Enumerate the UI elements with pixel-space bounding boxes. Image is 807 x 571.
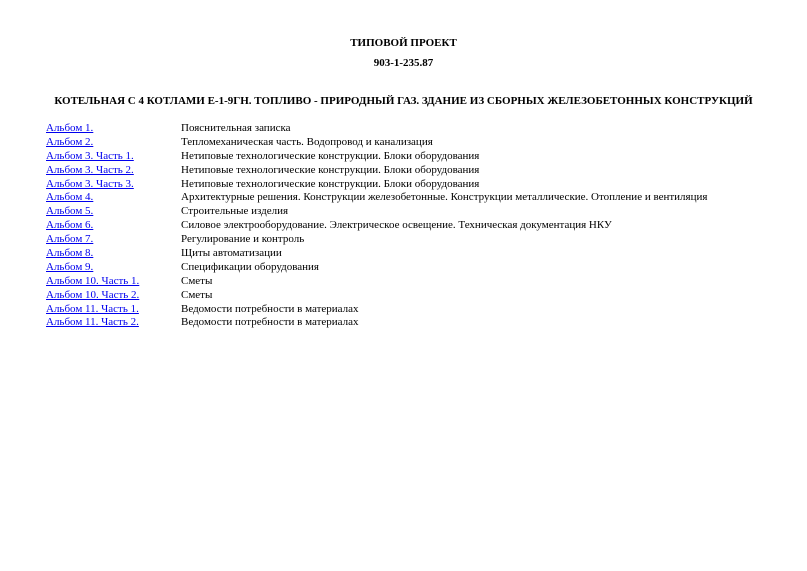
album-description: Регулирование и контроль <box>181 233 305 246</box>
album-row <box>46 233 786 247</box>
album-row <box>46 191 786 205</box>
album-description: Сметы <box>181 274 213 287</box>
album-row <box>46 150 786 164</box>
album-description: Силовое электрооборудование. Электрическое освещение. Техническая документация НКУ <box>181 219 612 232</box>
album-link[interactable]: Альбом 5. <box>46 205 94 218</box>
album-description: Сметы <box>181 288 213 301</box>
album-row <box>46 316 786 330</box>
album-row <box>46 178 786 192</box>
album-link[interactable]: Альбом 4. <box>46 191 94 204</box>
album-row <box>46 205 786 219</box>
album-list <box>46 122 786 330</box>
album-link[interactable]: Альбом 8. <box>46 247 94 260</box>
album-description: Ведомости потребности в материалах <box>181 316 359 329</box>
album-row <box>46 261 786 275</box>
album-description: Ведомости потребности в материалах <box>181 302 359 315</box>
album-description: Нетиповые технологические конструкции. Блоки оборудования <box>181 149 480 162</box>
album-link[interactable]: Альбом 3. Часть 3. <box>46 177 134 190</box>
album-description: Строительные изделия <box>181 205 289 218</box>
project-number-heading: 903-1-235.87 <box>373 57 434 69</box>
album-description: Нетиповые технологические конструкции. Блоки оборудования <box>181 163 480 176</box>
album-link[interactable]: Альбом 2. <box>46 135 94 148</box>
album-link[interactable]: Альбом 7. <box>46 233 94 246</box>
album-link[interactable]: Альбом 6. <box>46 219 94 232</box>
album-description: Архитектурные решения. Конструкции железобетонные. Конструкции металлические. Отопление и вентиляция <box>181 191 708 204</box>
album-row <box>46 219 786 233</box>
album-description: Тепломеханическая часть. Водопровод и канализация <box>181 135 433 148</box>
album-description: Спецификации оборудования <box>181 260 319 273</box>
album-link[interactable]: Альбом 3. Часть 2. <box>46 163 134 176</box>
album-link[interactable]: Альбом 1. <box>46 122 94 134</box>
album-link[interactable]: Альбом 9. <box>46 260 94 273</box>
album-row <box>46 122 786 136</box>
project-title-heading: КОТЕЛЬНАЯ С 4 КОТЛАМИ Е-1-9ГН. ТОПЛИВО - ПРИРОДНЫЙ ГАЗ. ЗДАНИЕ ИЗ СБОРНЫХ ЖЕЛЕЗОБЕТОННЫХ КОНСТРУКЦИЙ <box>54 95 753 107</box>
album-link[interactable]: Альбом 10. Часть 1. <box>46 274 140 287</box>
album-row <box>46 247 786 261</box>
album-row <box>46 136 786 150</box>
album-description: Пояснительная записка <box>181 122 291 134</box>
album-row <box>46 289 786 303</box>
album-row <box>46 164 786 178</box>
album-link[interactable]: Альбом 10. Часть 2. <box>46 288 140 301</box>
album-description: Щиты автоматизации <box>181 247 282 260</box>
album-link[interactable]: Альбом 3. Часть 1. <box>46 149 134 162</box>
album-link[interactable]: Альбом 11. Часть 2. <box>46 316 139 329</box>
album-description: Нетиповые технологические конструкции. Блоки оборудования <box>181 177 480 190</box>
album-row <box>46 303 786 317</box>
album-row <box>46 275 786 289</box>
project-type-heading: ТИПОВОЙ ПРОЕКТ <box>350 37 457 49</box>
album-link[interactable]: Альбом 11. Часть 1. <box>46 302 139 315</box>
